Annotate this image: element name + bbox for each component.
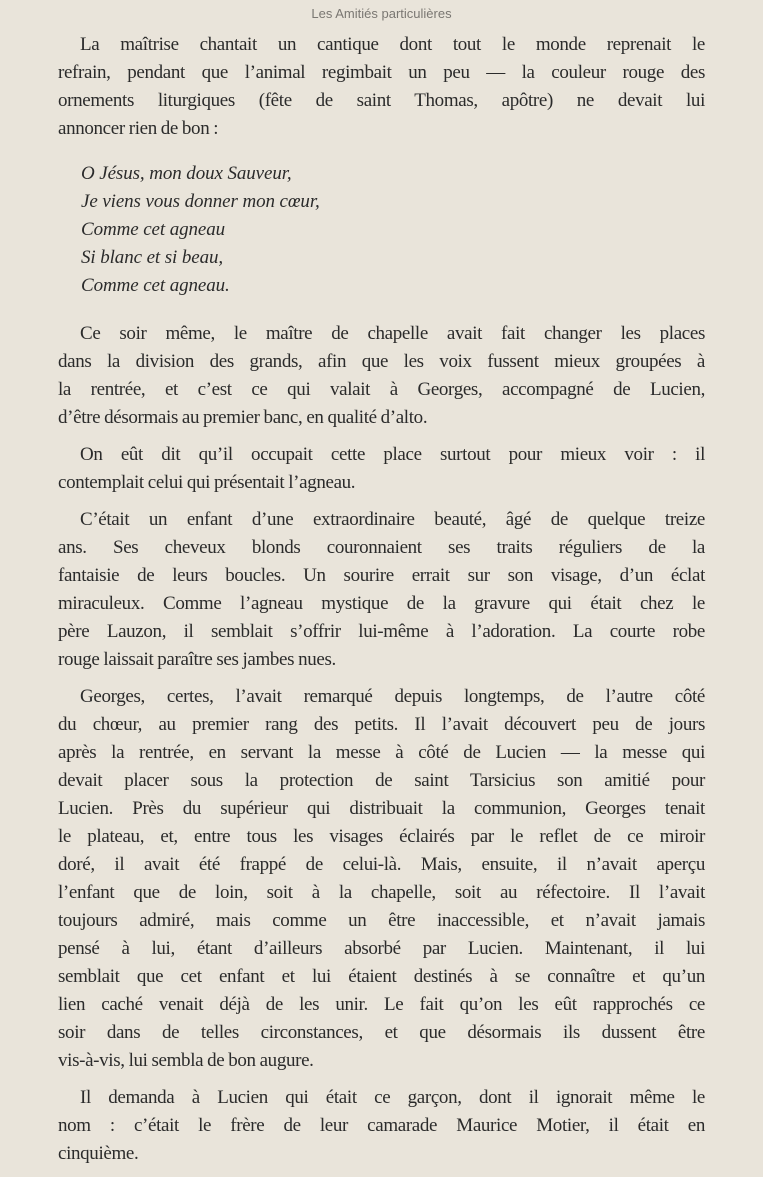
paragraph — [58, 31, 705, 143]
text-line: après la rentrée, en servant la messe à côté de Lucien — la messe qui — [58, 742, 705, 763]
poem-line: Si blanc et si beau, — [81, 247, 224, 268]
text-line: l’enfant que de loin, soit à la chapelle, soit au réfectoire. Il l’avait — [58, 882, 705, 903]
text-line: ans. Ses cheveux blonds couronnaient ses traits réguliers de la — [58, 537, 705, 558]
text-line: Lucien. Près du supérieur qui distribuait la communion, Georges tenait — [58, 798, 705, 819]
text-line: refrain, pendant que l’animal regimbait un peu — la couleur rouge des — [58, 62, 705, 83]
text-line: dans la division des grands, afin que les voix fussent mieux groupées à — [58, 351, 705, 372]
text-line: miraculeux. Comme l’agneau mystique de la gravure qui était chez le — [58, 593, 705, 614]
text-line: la rentrée, et c’est ce qui valait à Georges, accompagné de Lucien, — [58, 379, 705, 400]
text-line: contemplait celui qui présentait l’agneau. — [58, 472, 356, 493]
text-line: toujours admiré, mais comme un être inaccessible, et n’avait jamais — [58, 910, 705, 931]
text-line: fantaisie de leurs boucles. Un sourire errait sur son visage, d’un éclat — [58, 565, 705, 586]
paragraphs-after-poem — [58, 320, 705, 1168]
text-line: cinquième. — [58, 1143, 139, 1164]
paragraphs-before-poem — [58, 31, 705, 143]
paragraph — [58, 1084, 705, 1168]
text-line: Ce soir même, le maître de chapelle avait fait changer les places — [80, 323, 705, 344]
poem-line: Je viens vous donner mon cœur, — [81, 191, 320, 212]
poem-stanza — [81, 160, 705, 300]
paragraph — [58, 320, 705, 432]
paragraph — [58, 441, 705, 497]
poem-line: Comme cet agneau — [81, 219, 226, 240]
poem-line: Comme cet agneau. — [81, 275, 230, 296]
text-line: pensé à lui, étant d’ailleurs absorbé par Lucien. Maintenant, il lui — [58, 938, 705, 959]
text-line: annoncer rien de bon : — [58, 118, 219, 139]
text-line: lien caché venait déjà de les unir. Le fait qu’on les eût rapprochés ce — [58, 994, 705, 1015]
text-line: semblait que cet enfant et lui étaient destinés à se connaître et qu’un — [58, 966, 705, 987]
text-line: soir dans de telles circonstances, et que désormais ils dussent être — [58, 1022, 705, 1043]
text-line: père Lauzon, il semblait s’offrir lui-même à l’adoration. La courte robe — [58, 621, 705, 642]
text-line: le plateau, et, entre tous les visages éclairés par le reflet de ce miroir — [58, 826, 705, 847]
poem-line: O Jésus, mon doux Sauveur, — [81, 163, 292, 184]
text-line: C’était un enfant d’une extraordinaire beauté, âgé de quelque treize — [80, 509, 705, 530]
paragraph — [58, 683, 705, 1075]
text-line: nom : c’était le frère de leur camarade Maurice Motier, il était en — [58, 1115, 705, 1136]
text-line: La maîtrise chantait un cantique dont tout le monde reprenait le — [80, 34, 705, 55]
paragraph — [58, 506, 705, 674]
text-line: doré, il avait été frappé de celui-là. Mais, ensuite, il n’avait aperçu — [58, 854, 705, 875]
text-line: On eût dit qu’il occupait cette place surtout pour mieux voir : il — [80, 444, 705, 465]
text-line: Georges, certes, l’avait remarqué depuis longtemps, de l’autre côté — [80, 686, 705, 707]
page-content — [58, 31, 705, 1177]
text-line: Il demanda à Lucien qui était ce garçon, dont il ignorait même le — [80, 1087, 705, 1108]
text-line: du chœur, au premier rang des petits. Il l’avait découvert peu de jours — [58, 714, 705, 735]
book-title-header: Les Amitiés particulières — [311, 6, 452, 21]
text-line: rouge laissait paraître ses jambes nues. — [58, 649, 336, 670]
text-line: vis-à-vis, lui sembla de bon augure. — [58, 1050, 314, 1071]
text-line: d’être désormais au premier banc, en qualité d’alto. — [58, 407, 428, 428]
text-line: devait placer sous la protection de saint Tarsicius son amitié pour — [58, 770, 705, 791]
text-line: ornements liturgiques (fête de saint Thomas, apôtre) ne devait lui — [58, 90, 705, 111]
